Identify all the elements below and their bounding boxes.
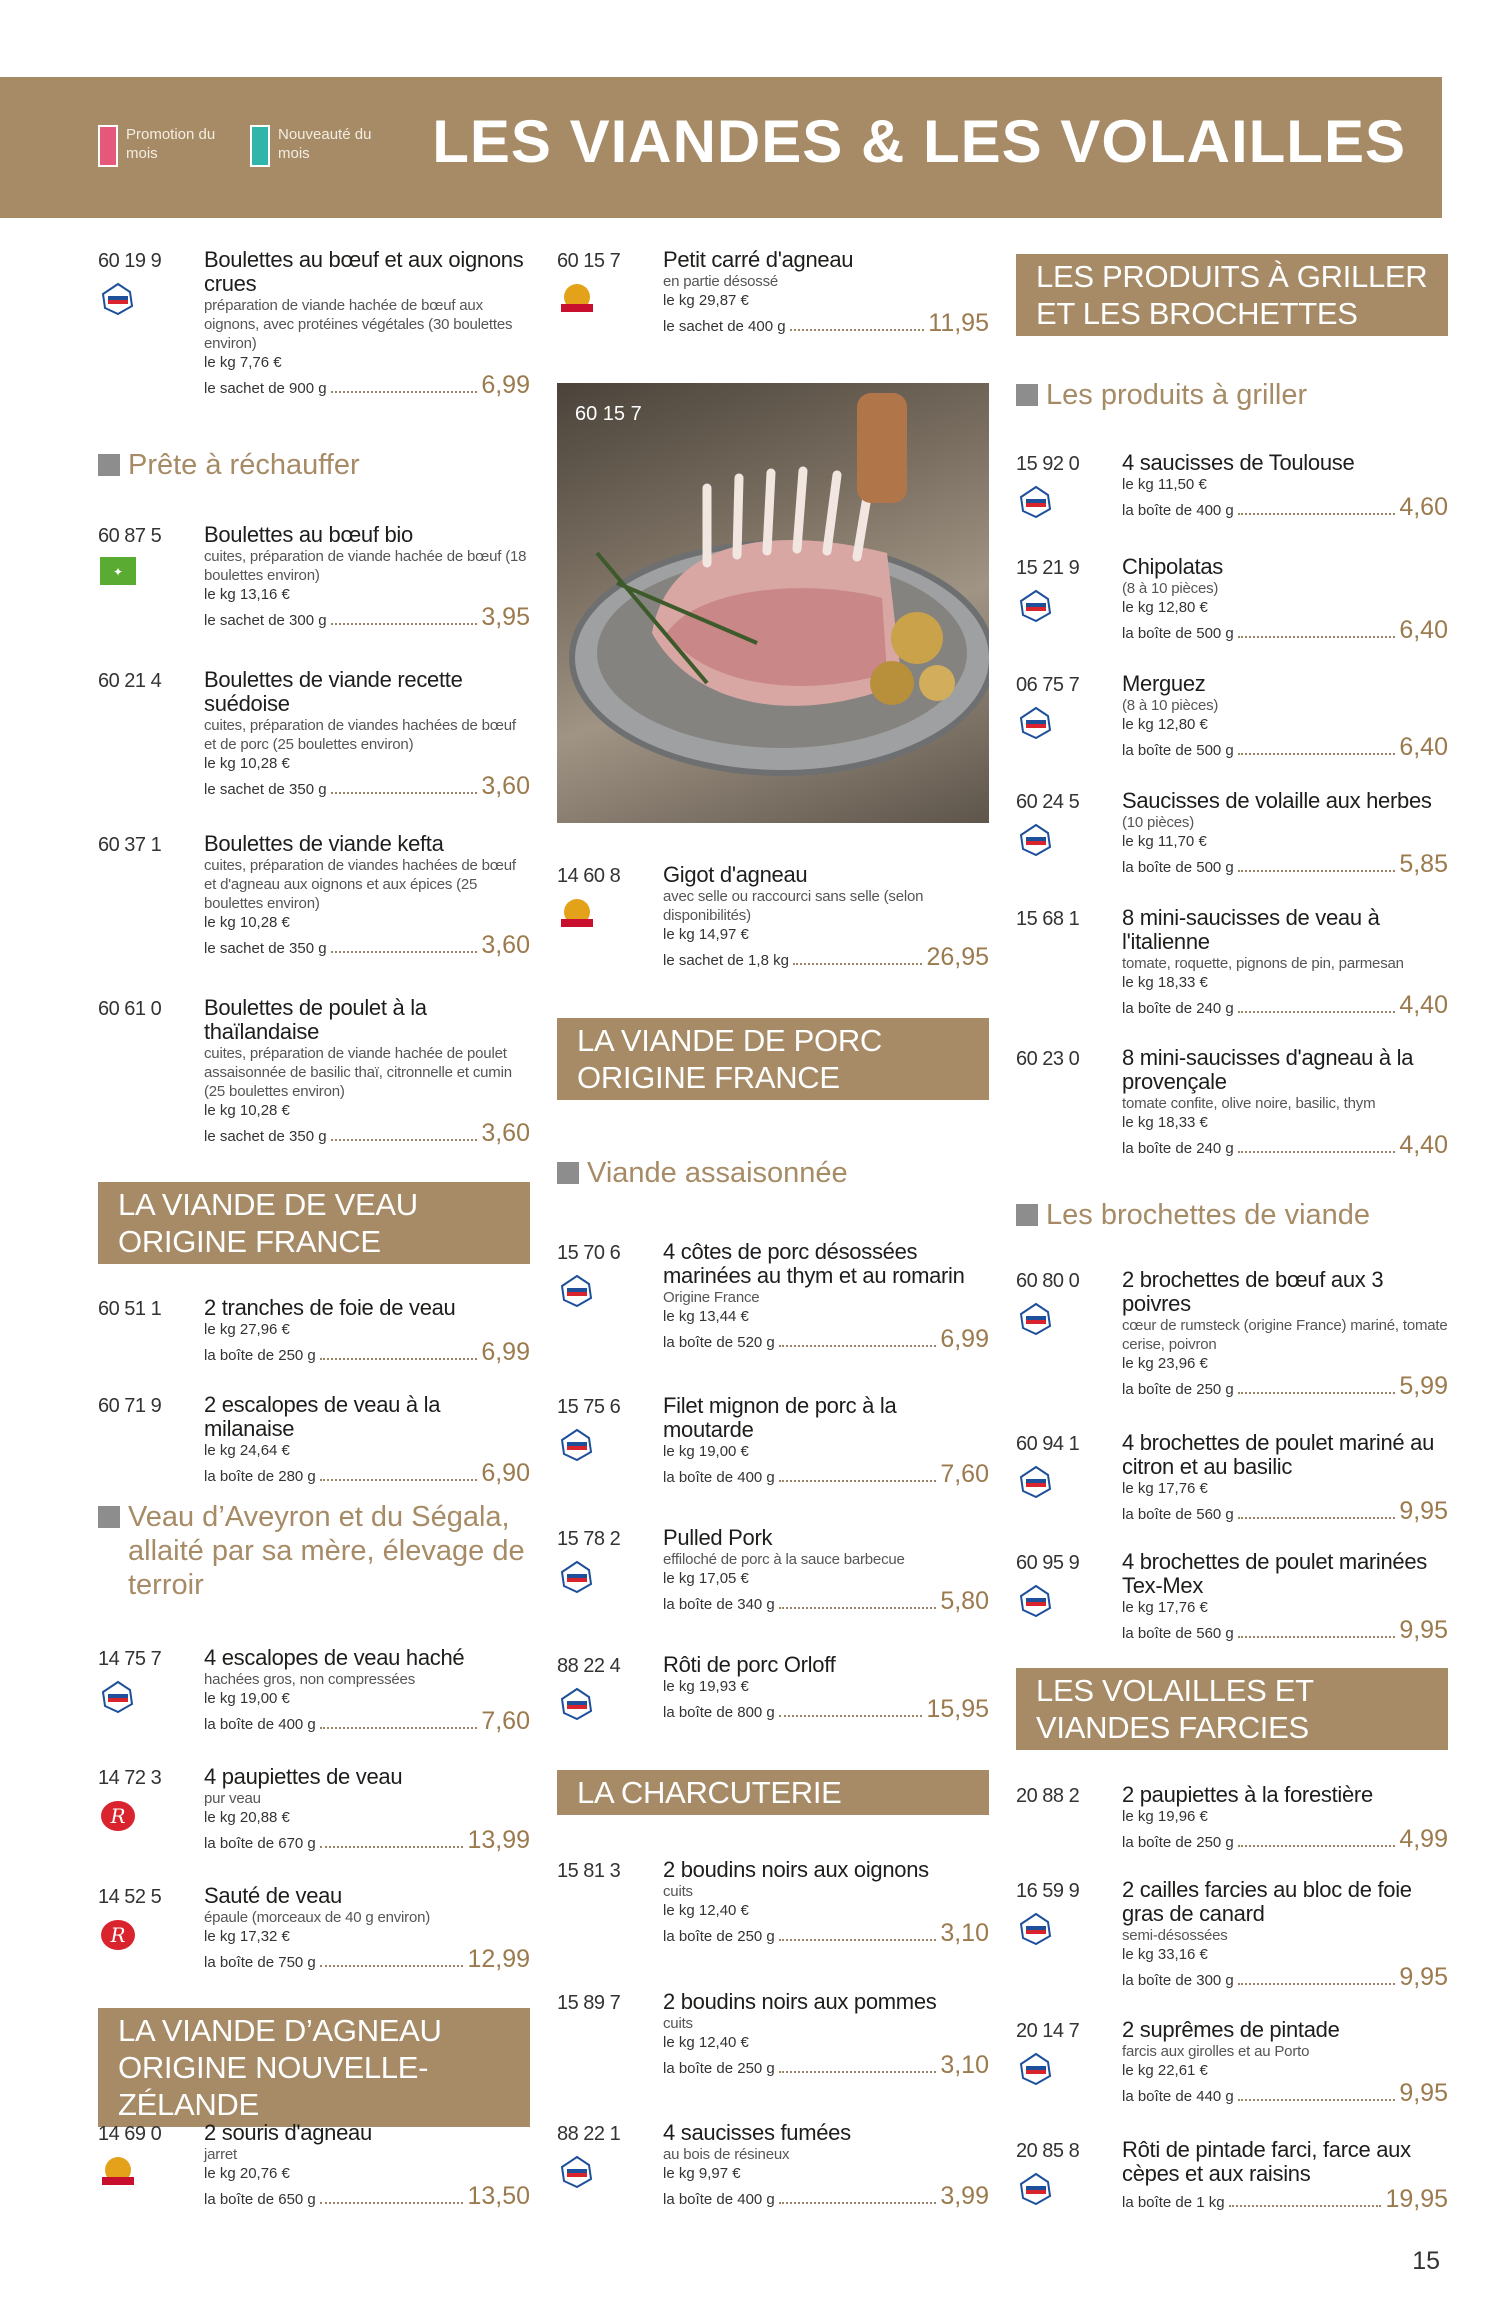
price-per-kg: le kg 12,80 € — [1122, 599, 1208, 616]
package-size: la boîte de 650 g — [204, 2191, 316, 2208]
section-heading: LA VIANDE DE VEAU ORIGINE FRANCE — [98, 1182, 530, 1264]
price-per-kg: le kg 19,00 € — [663, 1443, 749, 1460]
product-code: 20 85 8 — [1016, 2140, 1080, 2162]
product-price: 9,95 — [1399, 1616, 1448, 1644]
porc-francais-icon — [1018, 589, 1054, 623]
product-price: 9,95 — [1399, 2079, 1448, 2107]
product-price: 3,10 — [940, 2051, 989, 2079]
product-description: effiloché de porc à la sauce barbecue — [663, 1551, 905, 1568]
price-per-kg: le kg 10,28 € — [204, 1102, 290, 1119]
product-price: 6,99 — [481, 371, 530, 399]
product-name: 2 cailles farcies au bloc de foie gras de canard — [1122, 1877, 1412, 1926]
product-name: 2 brochettes de bœuf aux 3 poivres — [1122, 1267, 1384, 1316]
package-size: le sachet de 900 g — [204, 380, 327, 397]
product-name: Rôti de pintade farci, farce aux cèpes et aux raisins — [1122, 2137, 1411, 2186]
product-name: Pulled Pork — [663, 1525, 773, 1550]
product-code: 60 51 1 — [98, 1298, 162, 1320]
price-per-kg: le kg 10,28 € — [204, 755, 290, 772]
product-price: 13,99 — [467, 1826, 530, 1854]
price-per-kg: le kg 13,44 € — [663, 1308, 749, 1325]
product-code: 60 94 1 — [1016, 1433, 1080, 1455]
page-title: LES VIANDES & LES VOLAILLES — [432, 108, 1406, 175]
package-size: la boîte de 750 g — [204, 1954, 316, 1971]
product-price: 9,95 — [1399, 1963, 1448, 1991]
product-description: cuits — [663, 1883, 693, 1900]
product-description: cuites, préparation de viandes hachées de bœuf et de porc (25 boulettes environ) — [204, 717, 516, 753]
product-code: 14 72 3 — [98, 1767, 162, 1789]
product-name: Boulettes au bœuf et aux oignons crues — [204, 247, 524, 296]
product-description: cuites, préparation de viande hachée de bœuf (18 boulettes environ) — [204, 548, 527, 584]
product-name: Filet mignon de porc à la moutarde — [663, 1393, 897, 1442]
product-description: cuites, préparation de viandes hachées de bœuf et d'agneau aux oignons et aux épices (25 boulettes environ) — [204, 857, 516, 912]
product-description: farcis aux girolles et au Porto — [1122, 2043, 1310, 2060]
bio-icon — [100, 557, 136, 585]
product-code: 60 87 5 — [98, 525, 162, 547]
product-name: 8 mini-saucisses d'agneau à la provençale — [1122, 1045, 1414, 1094]
product-price: 11,95 — [928, 309, 989, 337]
subheading: Prête à réchauffer — [98, 448, 360, 482]
product-code: 60 71 9 — [98, 1395, 162, 1417]
column-left — [98, 248, 530, 2218]
volaille-francaise-icon — [1018, 1912, 1054, 1946]
product-name: 8 mini-saucisses de veau à l'italienne — [1122, 905, 1380, 954]
volaille-francaise-icon — [1018, 1465, 1054, 1499]
product-code: 60 95 9 — [1016, 1552, 1080, 1574]
photo-product-code: 60 15 7 — [575, 403, 642, 425]
price-per-kg: le kg 18,33 € — [1122, 1114, 1208, 1131]
volaille-francaise-icon — [1018, 1584, 1054, 1618]
product-description: (8 à 10 pièces) — [1122, 697, 1219, 714]
section-heading: LA VIANDE DE PORC ORIGINE FRANCE — [557, 1018, 989, 1100]
package-size: le sachet de 1,8 kg — [663, 952, 789, 969]
package-size: la boîte de 670 g — [204, 1835, 316, 1852]
product-code: 88 22 1 — [557, 2123, 621, 2145]
product-description: en partie désossé — [663, 273, 779, 290]
product-code: 16 59 9 — [1016, 1880, 1080, 1902]
product-code: 15 68 1 — [1016, 908, 1080, 930]
product-description: cuites, préparation de viande hachée de poulet assaisonnée de basilic thaï, citronnelle et cumin (25 boulettes environ) — [204, 1045, 512, 1100]
porc-francais-icon — [559, 1560, 595, 1594]
product-name: 2 tranches de foie de veau — [204, 1295, 456, 1320]
price-per-kg: le kg 12,40 € — [663, 1902, 749, 1919]
product-code: 15 81 3 — [557, 1860, 621, 1882]
product-name: Petit carré d'agneau — [663, 247, 854, 272]
product-name: Boulettes de viande recette suédoise — [204, 667, 463, 716]
product-description: épaule (morceaux de 40 g environ) — [204, 1909, 431, 1926]
product-price: 4,99 — [1399, 1825, 1448, 1853]
product-price: 5,99 — [1399, 1372, 1448, 1400]
package-size: la boîte de 240 g — [1122, 1000, 1234, 1017]
product-price: 5,85 — [1399, 850, 1448, 878]
product-code: 15 92 0 — [1016, 453, 1080, 475]
product-price: 3,10 — [940, 1919, 989, 1947]
lamb-rack-illustration — [557, 383, 989, 823]
product-price: 4,60 — [1399, 493, 1448, 521]
product-code: 20 14 7 — [1016, 2020, 1080, 2042]
product-price: 6,99 — [940, 1325, 989, 1353]
section-heading: LA CHARCUTERIE — [557, 1770, 989, 1815]
column-middle — [557, 248, 989, 2218]
product-description: tomate confite, olive noire, basilic, thym — [1122, 1095, 1376, 1112]
product-description: (8 à 10 pièces) — [1122, 580, 1219, 597]
price-per-kg: le kg 19,93 € — [663, 1678, 749, 1695]
package-size: la boîte de 300 g — [1122, 1972, 1234, 1989]
section-heading: LA VIANDE D’AGNEAU ORIGINE NOUVELLE-ZÉLANDE — [98, 2008, 530, 2127]
product-name: 4 saucisses de Toulouse — [1122, 450, 1355, 475]
price-per-kg: le kg 20,88 € — [204, 1809, 290, 1826]
package-size: la boîte de 250 g — [1122, 1381, 1234, 1398]
product-name: 4 escalopes de veau haché — [204, 1645, 465, 1670]
product-name: Boulettes de viande kefta — [204, 831, 444, 856]
volaille-francaise-icon — [1018, 2172, 1054, 2206]
package-size: la boîte de 400 g — [663, 2191, 775, 2208]
product-price: 6,99 — [481, 1338, 530, 1366]
product-price: 6,40 — [1399, 616, 1448, 644]
product-price: 3,95 — [481, 603, 530, 631]
product-code: 60 61 0 — [98, 998, 162, 1020]
product-code: 15 89 7 — [557, 1992, 621, 2014]
price-per-kg: le kg 7,76 € — [204, 354, 282, 371]
product-description: avec selle ou raccourci sans selle (selon disponibilités) — [663, 888, 924, 924]
volaille-francaise-icon — [1018, 823, 1054, 857]
product-price: 6,90 — [481, 1459, 530, 1487]
legend-label: Promotion du mois — [126, 126, 216, 162]
porc-francais-icon — [559, 1687, 595, 1721]
product-name: 4 paupiettes de veau — [204, 1764, 403, 1789]
product-description: tomate, roquette, pignons de pin, parmesan — [1122, 955, 1404, 972]
price-per-kg: le kg 12,80 € — [1122, 716, 1208, 733]
product-description: Origine France — [663, 1289, 760, 1306]
nouveaute-swatch — [250, 125, 270, 167]
nouvelle-zelande-icon — [559, 897, 595, 931]
product-name: Boulettes de poulet à la thaïlandaise — [204, 995, 427, 1044]
product-description: cuits — [663, 2015, 693, 2032]
package-size: la boîte de 800 g — [663, 1704, 775, 1721]
package-size: la boîte de 520 g — [663, 1334, 775, 1351]
product-description: pur veau — [204, 1790, 261, 1807]
price-per-kg: le kg 10,28 € — [204, 914, 290, 931]
product-code: 60 24 5 — [1016, 791, 1080, 813]
price-per-kg: le kg 29,87 € — [663, 292, 749, 309]
column-right — [1016, 248, 1448, 2218]
product-name: 2 escalopes de veau à la milanaise — [204, 1392, 441, 1441]
price-per-kg: le kg 33,16 € — [1122, 1946, 1208, 1963]
package-size: le sachet de 400 g — [663, 318, 786, 335]
package-size: la boîte de 500 g — [1122, 859, 1234, 876]
product-code: 14 75 7 — [98, 1648, 162, 1670]
package-size: le sachet de 350 g — [204, 1128, 327, 1145]
price-per-kg: le kg 11,70 € — [1122, 833, 1207, 850]
product-code: 60 19 9 — [98, 250, 162, 272]
subheading: Veau d’Aveyron et du Ségala, allaité par sa mère, élevage de terroir — [98, 1500, 528, 1602]
promotion-swatch — [98, 125, 118, 167]
product-code: 15 75 6 — [557, 1396, 621, 1418]
product-price: 3,60 — [481, 931, 530, 959]
product-code: 15 70 6 — [557, 1242, 621, 1264]
subheading: Les brochettes de viande — [1016, 1198, 1370, 1232]
package-size: la boîte de 400 g — [1122, 502, 1234, 519]
product-price: 9,95 — [1399, 1497, 1448, 1525]
price-per-kg: le kg 24,64 € — [204, 1442, 290, 1459]
package-size: la boîte de 250 g — [1122, 1834, 1234, 1851]
price-per-kg: le kg 23,96 € — [1122, 1355, 1208, 1372]
product-price: 5,80 — [940, 1587, 989, 1615]
product-code: 60 23 0 — [1016, 1048, 1080, 1070]
porc-francais-icon — [559, 2155, 595, 2189]
product-price: 3,60 — [481, 1119, 530, 1147]
price-per-kg: le kg 19,96 € — [1122, 1808, 1208, 1825]
package-size: la boîte de 500 g — [1122, 625, 1234, 642]
product-price: 3,99 — [940, 2182, 989, 2210]
legend-nouveaute — [250, 125, 388, 167]
price-per-kg: le kg 17,76 € — [1122, 1599, 1208, 1616]
product-price: 7,60 — [481, 1707, 530, 1735]
product-price: 6,40 — [1399, 733, 1448, 761]
package-size: le sachet de 300 g — [204, 612, 327, 629]
package-size: la boîte de 250 g — [663, 1928, 775, 1945]
package-size: la boîte de 400 g — [663, 1469, 775, 1486]
product-price: 26,95 — [926, 943, 989, 971]
viande-francaise-icon — [100, 282, 136, 316]
product-price: 3,60 — [481, 772, 530, 800]
section-heading: LES VOLAILLES ET VIANDES FARCIES — [1016, 1668, 1448, 1750]
product-description: (10 pièces) — [1122, 814, 1195, 831]
product-name: 2 paupiettes à la forestière — [1122, 1782, 1373, 1807]
product-name: 4 brochettes de poulet marinées Tex-Mex — [1122, 1549, 1428, 1598]
price-per-kg: le kg 11,50 € — [1122, 476, 1207, 493]
product-description: au bois de résineux — [663, 2146, 790, 2163]
package-size: la boîte de 400 g — [204, 1716, 316, 1733]
viande-francaise-icon — [1018, 706, 1054, 740]
price-per-kg: le kg 17,32 € — [204, 1928, 290, 1945]
package-size: le sachet de 350 g — [204, 940, 327, 957]
package-size: la boîte de 1 kg — [1122, 2194, 1225, 2211]
product-price: 13,50 — [467, 2182, 530, 2210]
product-name: 4 saucisses fumées — [663, 2120, 851, 2145]
package-size: la boîte de 250 g — [663, 2060, 775, 2077]
package-size: la boîte de 250 g — [204, 1347, 316, 1364]
label-rouge-icon — [100, 1799, 136, 1833]
price-per-kg: le kg 13,16 € — [204, 586, 290, 603]
product-description: hachées gros, non compressées — [204, 1671, 415, 1688]
product-name: 4 brochettes de poulet mariné au citron et au basilic — [1122, 1430, 1435, 1479]
price-per-kg: le kg 20,76 € — [204, 2165, 290, 2182]
product-code: 14 60 8 — [557, 865, 621, 887]
price-per-kg: le kg 18,33 € — [1122, 974, 1208, 991]
volaille-francaise-icon — [1018, 2052, 1054, 2086]
product-code: 14 69 0 — [98, 2123, 162, 2145]
product-price: 12,99 — [467, 1945, 530, 1973]
viande-francaise-icon — [100, 1680, 136, 1714]
product-name: Saucisses de volaille aux herbes — [1122, 788, 1432, 813]
product-name: 2 boudins noirs aux pommes — [663, 1989, 937, 2014]
product-name: Boulettes au bœuf bio — [204, 522, 413, 547]
price-per-kg: le kg 9,97 € — [663, 2165, 741, 2182]
product-code: 14 52 5 — [98, 1886, 162, 1908]
product-code: 15 21 9 — [1016, 557, 1080, 579]
package-size: la boîte de 240 g — [1122, 1140, 1234, 1157]
label-rouge-icon — [100, 1918, 136, 1952]
price-per-kg: le kg 14,97 € — [663, 926, 749, 943]
package-size: le sachet de 350 g — [204, 781, 327, 798]
product-code: 20 88 2 — [1016, 1785, 1080, 1807]
product-name: Sauté de veau — [204, 1883, 342, 1908]
section-heading: LES PRODUITS À GRILLER ET LES BROCHETTES — [1016, 254, 1448, 336]
product-price: 7,60 — [940, 1460, 989, 1488]
lamb-rack-photo — [557, 383, 989, 823]
product-name: 4 côtes de porc désossées marinées au thym et au romarin — [663, 1239, 965, 1288]
product-name: Chipolatas — [1122, 554, 1223, 579]
product-description: cœur de rumsteck (origine France) mariné, tomate cerise, poivron — [1122, 1317, 1448, 1353]
product-price: 4,40 — [1399, 991, 1448, 1019]
price-per-kg: le kg 17,76 € — [1122, 1480, 1208, 1497]
product-name: 2 boudins noirs aux oignons — [663, 1857, 929, 1882]
legend-promotion — [98, 125, 236, 167]
price-per-kg: le kg 22,61 € — [1122, 2062, 1208, 2079]
subheading: Les produits à griller — [1016, 378, 1307, 412]
product-description: jarret — [204, 2146, 237, 2163]
package-size: la boîte de 280 g — [204, 1468, 316, 1485]
viande-francaise-icon — [1018, 1302, 1054, 1336]
porc-francais-icon — [1018, 485, 1054, 519]
page-number: 15 — [1412, 2247, 1440, 2275]
product-name: 2 suprêmes de pintade — [1122, 2017, 1340, 2042]
product-code: 60 15 7 — [557, 250, 621, 272]
product-code: 60 37 1 — [98, 834, 162, 856]
package-size: la boîte de 440 g — [1122, 2088, 1234, 2105]
product-description: préparation de viande hachée de bœuf aux oignons, avec protéines végétales (30 boulettes environ) — [204, 297, 513, 352]
product-price: 4,40 — [1399, 1131, 1448, 1159]
package-size: la boîte de 560 g — [1122, 1625, 1234, 1642]
page-header — [0, 77, 1442, 218]
porc-francais-icon — [559, 1428, 595, 1462]
nouvelle-zelande-icon — [559, 282, 595, 316]
price-per-kg: le kg 19,00 € — [204, 1690, 290, 1707]
price-per-kg: le kg 12,40 € — [663, 2034, 749, 2051]
product-name: Rôti de porc Orloff — [663, 1652, 836, 1677]
package-size: la boîte de 560 g — [1122, 1506, 1234, 1523]
product-description: semi-désossées — [1122, 1927, 1228, 1944]
product-price: 19,95 — [1385, 2185, 1448, 2213]
price-per-kg: le kg 17,05 € — [663, 1570, 749, 1587]
porc-francais-icon — [559, 1274, 595, 1308]
product-code: 06 75 7 — [1016, 674, 1080, 696]
product-code: 88 22 4 — [557, 1655, 621, 1677]
subheading: Viande assaisonnée — [557, 1156, 848, 1190]
product-code: 60 21 4 — [98, 670, 162, 692]
product-code: 60 80 0 — [1016, 1270, 1080, 1292]
product-price: 15,95 — [926, 1695, 989, 1723]
nouvelle-zelande-icon — [100, 2155, 136, 2189]
product-code: 15 78 2 — [557, 1528, 621, 1550]
package-size: la boîte de 500 g — [1122, 742, 1234, 759]
price-per-kg: le kg 27,96 € — [204, 1321, 290, 1338]
product-name: Merguez — [1122, 671, 1206, 696]
package-size: la boîte de 340 g — [663, 1596, 775, 1613]
legend-label: Nouveauté du mois — [278, 126, 372, 162]
product-name: 2 souris d'agneau — [204, 2120, 372, 2145]
product-name: Gigot d'agneau — [663, 862, 808, 887]
